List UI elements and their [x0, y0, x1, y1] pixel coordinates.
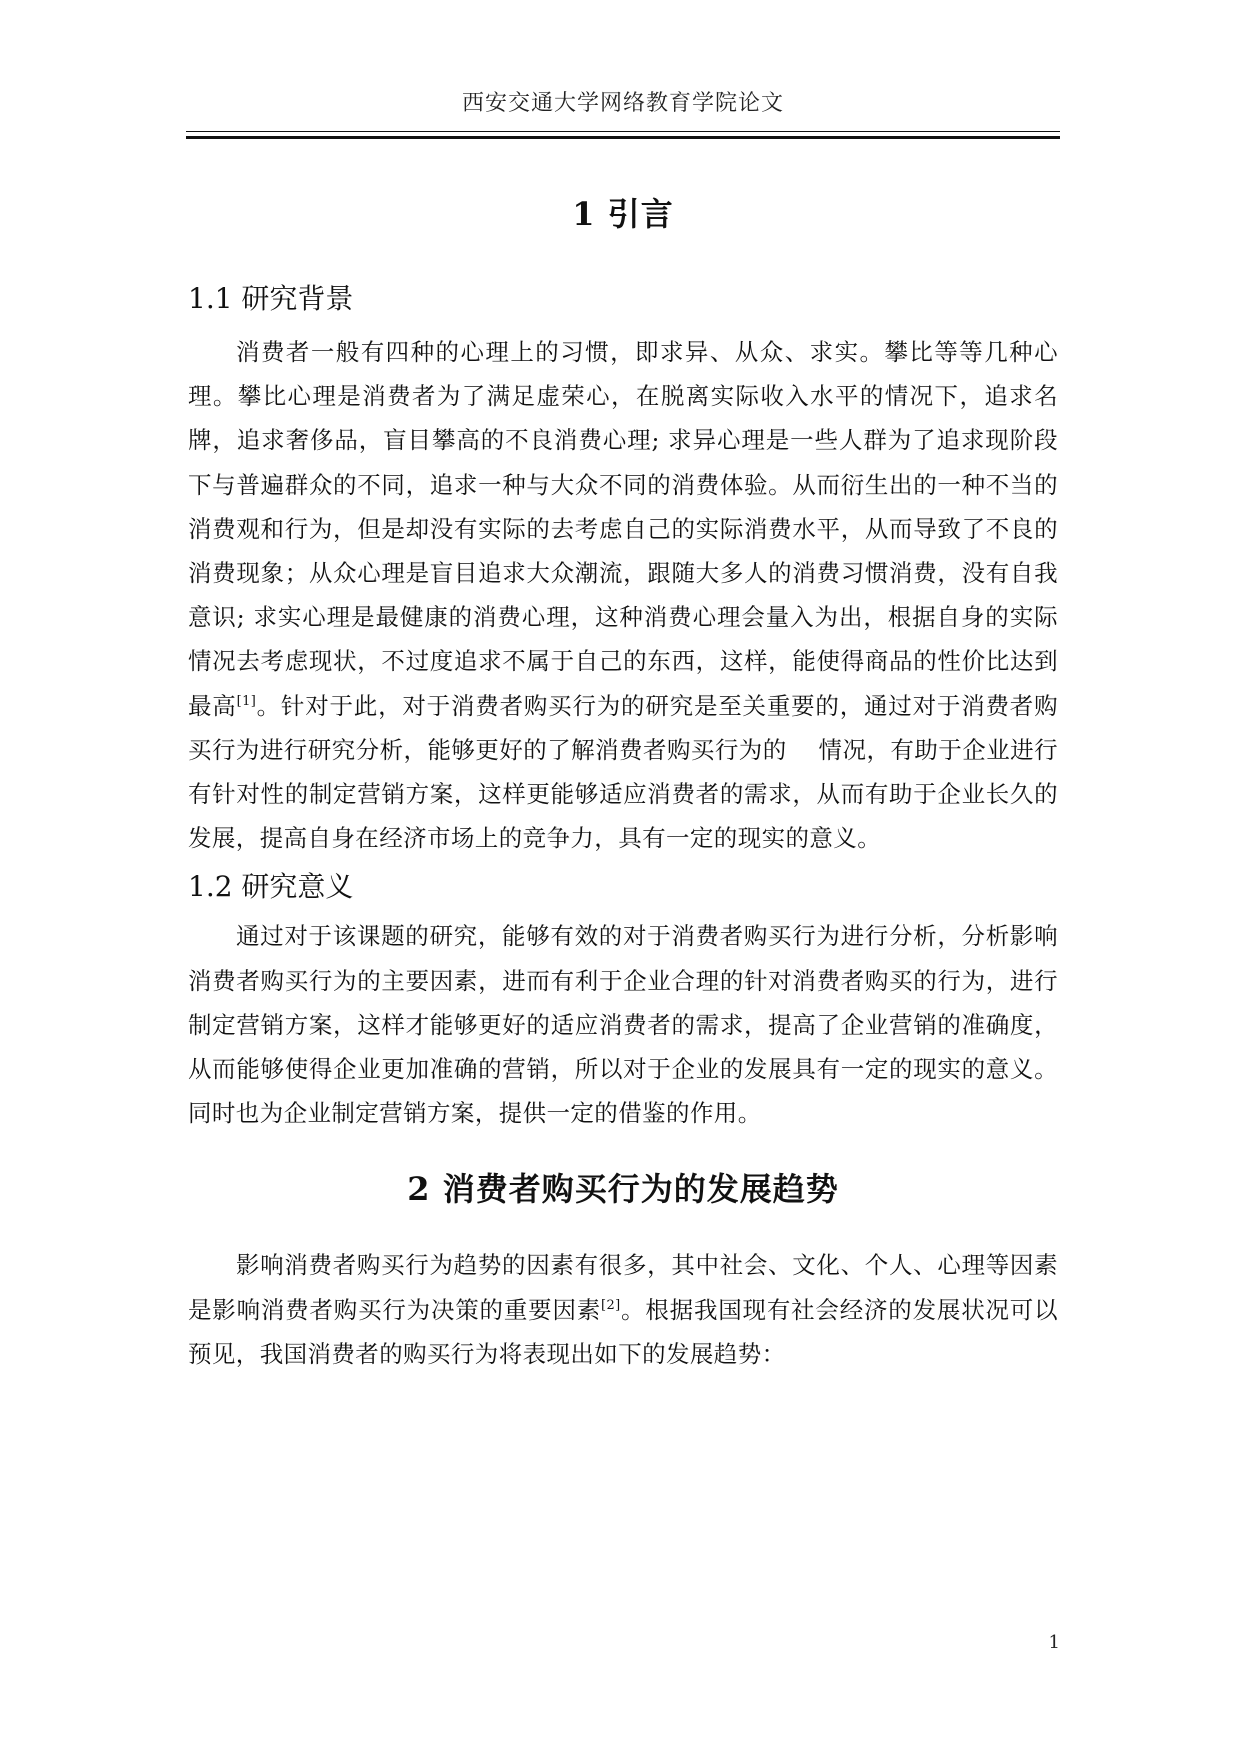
- header-rule-thick: [186, 136, 1060, 139]
- section-1-1-title: 1.1 研究背景: [188, 282, 354, 315]
- section-1-1-paragraph: [188, 330, 1058, 860]
- chapter-2-paragraph: [188, 1243, 1058, 1376]
- chapter-2-text-part2: 。根据我国现有社会经济的发展状况可以预见，我国消费者的购买行为将表现出如下的发展趋势：: [188, 1295, 1058, 1368]
- section-1-1-text-part2: 。针对于此，对于消费者购买行为的研究是至关重要的，通过对于消费者购买行为进行研究分析，能够更好的了解消费者购买行为的 情况，有助于企业进行有针对性的制定营销方案，这样更能够适应消费者的需求，从而有助于企业长久的发展，提高自身在经济市场上的竞争力，具有一定的现实的意义。: [188, 691, 1058, 853]
- page-body: [188, 190, 1058, 1376]
- chapter-1-title: 1 引言: [572, 195, 674, 233]
- section-1-2-title: 1.2 研究意义: [188, 870, 354, 904]
- chapter-2-title: 2 消费者购买行为的发展趋势: [407, 1170, 839, 1209]
- citation-2: [2]: [601, 1297, 621, 1313]
- citation-1: [1]: [236, 693, 257, 709]
- header-rule-thin: [186, 131, 1060, 132]
- section-1-2-paragraph: 通过对于该课题的研究，能够有效的对于消费者购买行为进行分析，分析影响消费者购买行为的主要因素，进而有利于企业合理的针对消费者购买的行为，进行制定营销方案，这样才能够更好的适应消费者的需求，提高了企业营销的准确度，从而能够使得企业更加准确的营销，所以对于企业的发展具有一定的现实的意义。同时也为企业制定营销方案，提供一定的借鉴的作用。: [188, 922, 1058, 1128]
- page-number: 1: [1048, 1632, 1060, 1653]
- section-1-1-text-part1: 消费者一般有四种的心理上的习惯，即求异、从众、求实。攀比等等几种心理。攀比心理是消费者为了满足虚荣心，在脱离实际收入水平的情况下，追求名牌，追求奢侈品，盲目攀高的不良消费心理; 求异心理是一些人群为了追求现阶段下与普遍群众的不同，追求一种与大众不同的消费体验。从而衍生出的一种不当的消费观和行为，但是却没有实际的去考虑自己的实际消费水平，从而导致了不良的消费现象；从众心理是盲目追求大众潮流，跟随大多人的消费习惯消费，没有自我意识; 求实心理是最健康的消费心理，这种消费心理会量入为出，根据自身的实际情况去考虑现状，不过度追求不属于自己的东西，这样，能使得商品的性价比达到最高: [188, 338, 1058, 720]
- running-header: 西安交通大学网络教育学院论文: [461, 91, 784, 116]
- chapter-2-text-part1: 影响消费者购买行为趋势的因素有很多，其中社会、文化、个人、心理等因素是影响消费者购买行为决策的重要因素: [188, 1251, 1058, 1324]
